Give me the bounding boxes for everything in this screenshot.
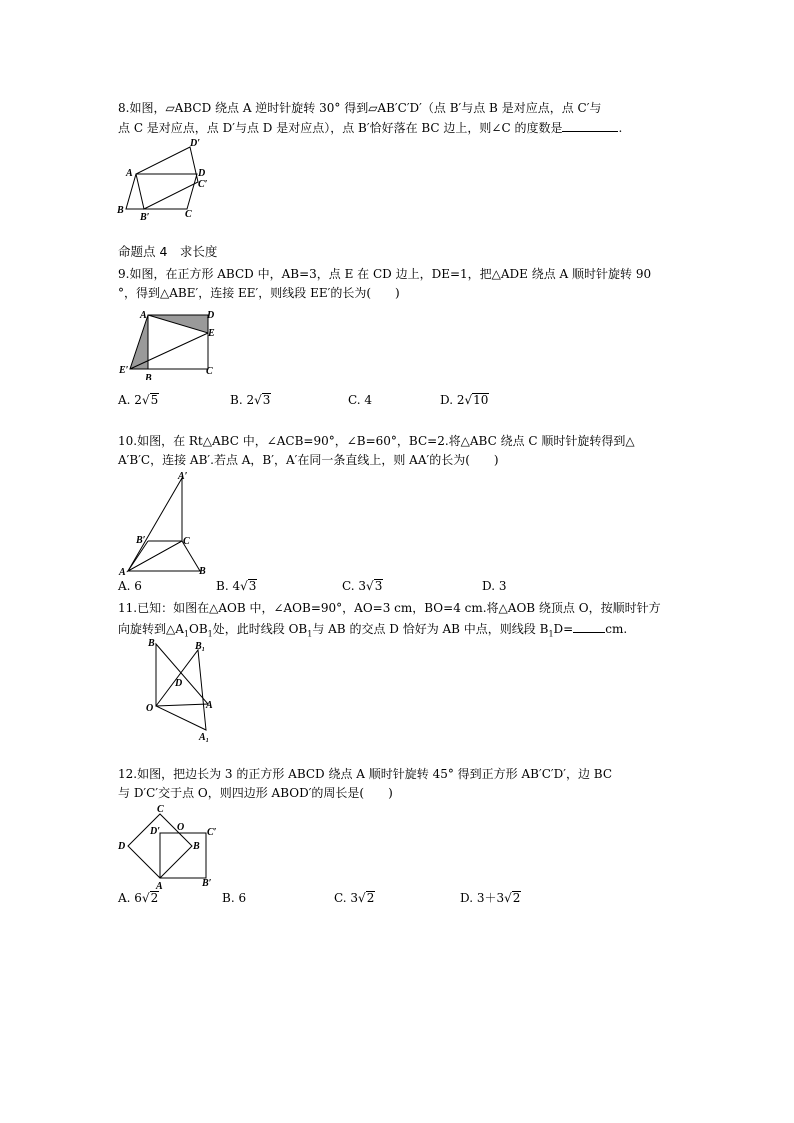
q12-label-o: O (177, 822, 185, 833)
q8-figure (112, 136, 222, 222)
q11-figure (140, 634, 230, 742)
q9-option-d-radicand: 10 (473, 393, 489, 407)
q11-label-b1: B₁ (195, 641, 206, 652)
q9-label-d: D (207, 310, 215, 321)
q10-line2: A′B′C，连接 AB′.若点 A，B′，A′在同一条直线上，则 AA′的长为( ) (118, 453, 499, 467)
q8-label-c: C (185, 209, 192, 220)
q11-sub-2: 1 (207, 629, 213, 639)
q9-option-a[interactable]: A. 2√5 (118, 393, 159, 407)
q9-label-e1: E′ (119, 365, 129, 376)
q10-option-d[interactable] (482, 578, 506, 594)
q10-option-a-text: A. 6 (118, 579, 142, 593)
q10-option-c[interactable]: C. 3√3 (342, 579, 383, 593)
q10-triangle-a1b1c (128, 478, 182, 571)
q10-option-c-radicand: 3 (374, 579, 383, 593)
q11-text-a: 向旋转到△A (118, 622, 184, 636)
q11-sub-3: 1 (307, 629, 313, 639)
q11-triangle-a1ob1 (156, 650, 206, 730)
q12-line2: 与 D′C′交于点 O，则四边形 ABOD′的周长是( ) (118, 786, 393, 800)
q11-text-c: 处，此时线段 OB (212, 622, 308, 636)
q9-option-c-text: C. 4 (348, 393, 373, 407)
q8-parallelogram-abcd (126, 174, 197, 209)
q8-label-a: A (126, 168, 133, 179)
q9-option-c[interactable] (348, 392, 372, 408)
q12-line1: 12.如图，把边长为 3 的正方形 ABCD 绕点 A 顺时针旋转 45° 得到正方形 AB′C′D′，边 BC (118, 767, 612, 781)
q10-figure (112, 470, 212, 576)
q9-option-d-text: D. 2 (440, 393, 465, 407)
q10-label-a: A (119, 567, 126, 576)
q8-label-c1: C′ (198, 179, 208, 190)
q8-label-b: B (117, 205, 124, 216)
q12-option-a-radicand: 2 (150, 891, 159, 905)
q11-label-d: D (175, 678, 183, 689)
q11-line1: 11.已知：如图在△AOB 中，∠AOB=90°，AO=3 cm，BO=4 cm.将△AOB 绕顶点 O，按顺时针方 (118, 601, 661, 615)
q12-label-d: D (118, 841, 126, 852)
q8-line2 (118, 119, 622, 136)
q12-label-d1: D′ (150, 826, 161, 837)
q9-option-d[interactable]: D. 2√10 (440, 393, 489, 407)
q11-label-b: B (148, 638, 155, 649)
q9-shaded-abe1 (130, 315, 148, 369)
q10-option-d-text: D. 3 (482, 579, 507, 593)
q9-option-a-radicand: 5 (150, 393, 159, 407)
q12-option-a[interactable]: A. 6√2 (118, 891, 159, 905)
q8-line2-text: 点 C 是对应点，点 D′与点 D 是对应点），点 B′恰好落在 BC 边上，则∠C 的度数是 (118, 121, 563, 135)
section-heading: 命题点 4 求长度 (118, 244, 218, 259)
q11-sub-4: 1 (548, 629, 554, 639)
q10-option-a[interactable] (118, 578, 142, 594)
q10-label-a1: A′ (178, 471, 188, 482)
q11-label-a1: A₁ (199, 732, 210, 742)
q9-option-b-radicand: 3 (262, 393, 271, 407)
q12-figure (114, 800, 228, 892)
q12-option-d[interactable]: D. 3＋3√2 (460, 891, 521, 905)
q12-option-b-text: B. 6 (222, 891, 247, 905)
q10-label-c: C (183, 536, 190, 547)
q8-label-d1: D′ (190, 138, 201, 149)
q9-label-a: A (140, 310, 147, 321)
q12-label-b1: B′ (202, 878, 212, 889)
q8-label-d: D (198, 168, 206, 179)
q10-option-c-text: C. 3 (342, 579, 367, 593)
q10-option-b[interactable]: B. 4√3 (216, 579, 257, 593)
q11-text-f: cm. (605, 622, 628, 636)
q8-answer-blank (562, 119, 618, 132)
q9-line2: °，得到△ABE′，连接 EE′，则线段 EE′的长为( ) (118, 286, 400, 300)
q9-option-b[interactable]: B. 2√3 (230, 393, 271, 407)
q12-option-d-radicand: 2 (512, 891, 521, 905)
q9-label-e: E (208, 328, 215, 339)
q12-label-c: C (157, 804, 164, 815)
q11-sub-1: 1 (183, 629, 189, 639)
q8-end: . (618, 121, 623, 135)
q10-option-b-radicand: 3 (248, 579, 257, 593)
q9-figure (114, 304, 224, 380)
q10-line1: 10.如图，在 Rt△ABC 中，∠ACB=90°，∠B=60°，BC=2.将△ABC 绕点 C 顺时针旋转得到△ (118, 434, 635, 448)
q12-option-c-radicand: 2 (366, 891, 375, 905)
q12-label-a: A (156, 881, 163, 892)
q10-label-b: B (199, 566, 206, 576)
q10-label-b1: B′ (136, 535, 146, 546)
q12-option-a-text: A. 6 (118, 891, 142, 905)
q8-line1: 8.如图，▱ABCD 绕点 A 逆时针旋转 30° 得到▱AB′C′D′（点 B′与点 B 是对应点，点 C′与 (118, 101, 602, 115)
q9-option-a-text: A. 2 (118, 393, 142, 407)
q11-text-e: D= (553, 622, 574, 636)
q10-option-b-text: B. 4 (216, 579, 241, 593)
q12-label-c1: C′ (207, 827, 217, 838)
q11-label-o: O (146, 703, 154, 714)
q12-option-c[interactable]: C. 3√2 (334, 891, 375, 905)
q11-text-b: OB (189, 622, 208, 636)
q11-answer-blank (573, 620, 605, 633)
q9-label-c: C (206, 366, 213, 377)
q12-option-b[interactable] (222, 890, 246, 906)
q12-label-b: B (193, 841, 200, 852)
q8-parallelogram-ab1c1d1 (136, 147, 198, 209)
q9-option-b-text: B. 2 (230, 393, 255, 407)
q8-label-b1: B′ (140, 212, 150, 222)
q12-option-d-text: D. 3＋3 (460, 891, 505, 905)
q11-label-a: A (206, 700, 213, 711)
q9-shaded-ade (148, 315, 208, 333)
q9-label-b: B (145, 373, 152, 380)
q11-text-d: 与 AB 的交点 D 恰好为 AB 中点，则线段 B (312, 622, 549, 636)
q12-option-c-text: C. 3 (334, 891, 359, 905)
q9-line1: 9.如图，在正方形 ABCD 中，AB=3，点 E 在 CD 边上，DE=1，把△ADE 绕点 A 顺时针旋转 90 (118, 267, 652, 281)
